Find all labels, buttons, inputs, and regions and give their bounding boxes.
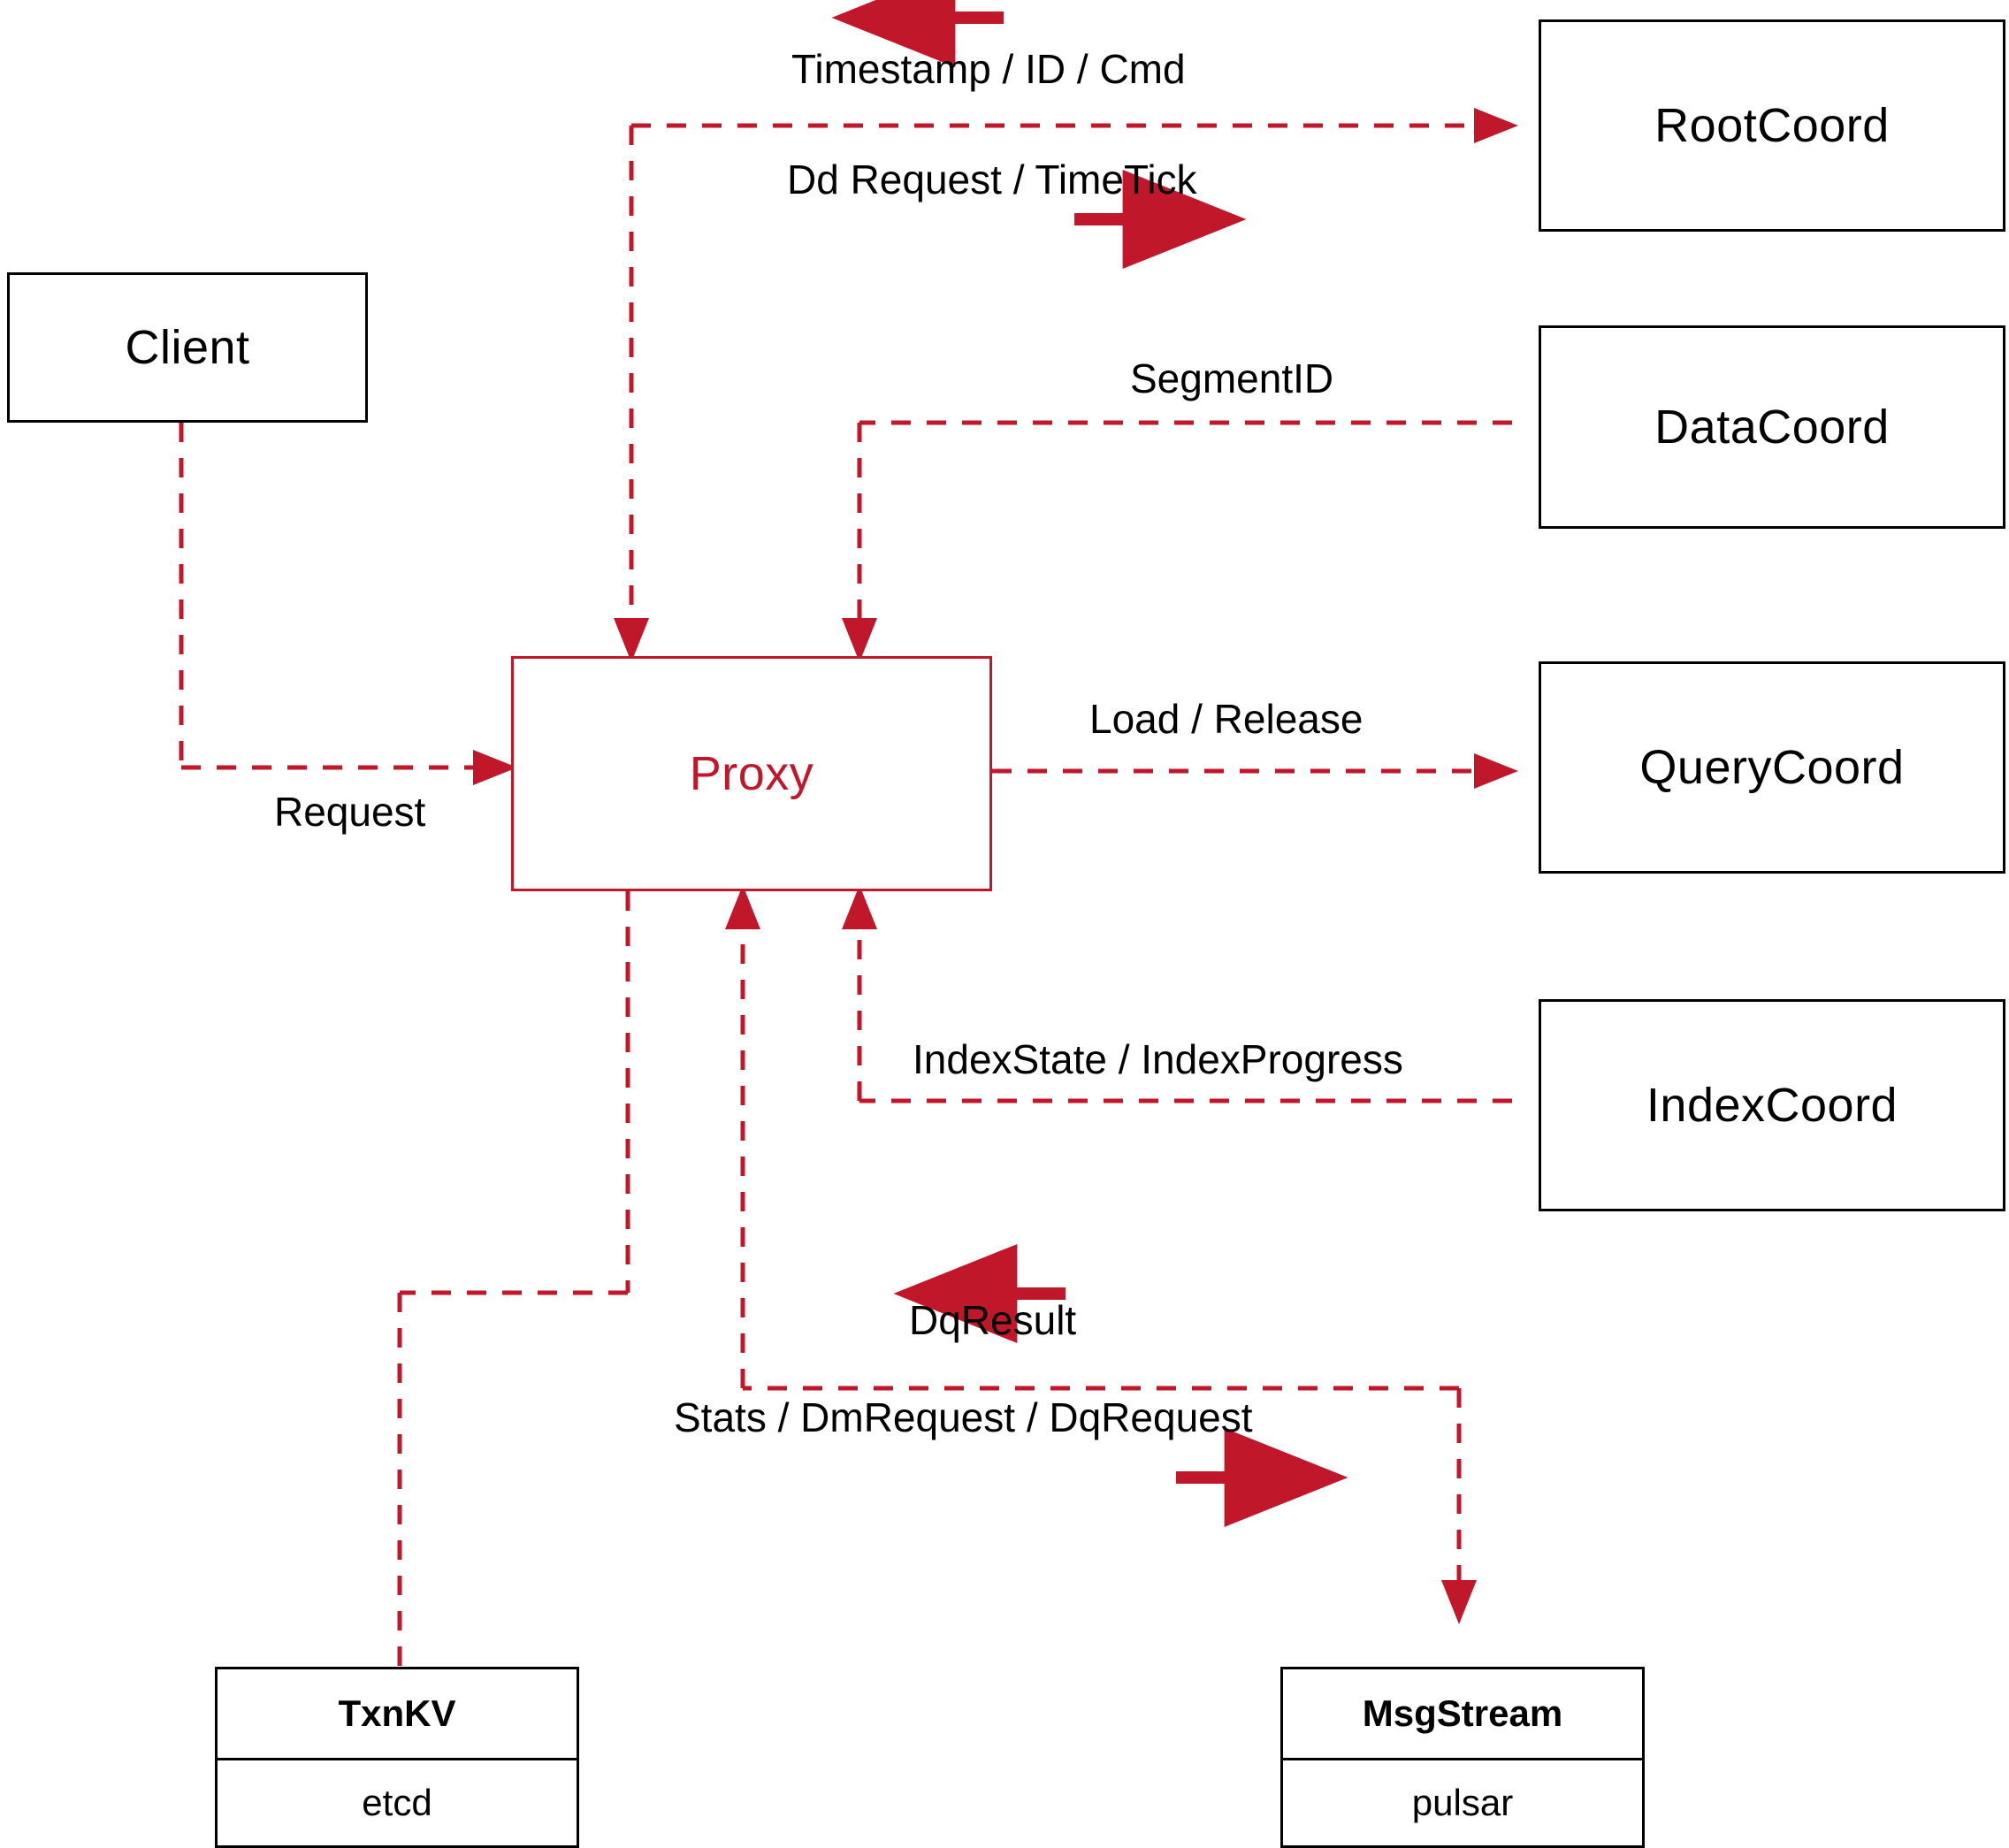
edge-label-stats: Stats / DmRequest / DqRequest [674, 1394, 1253, 1440]
connector-proxy-msgstream [743, 891, 1459, 1618]
node-querycoord[interactable] [1539, 661, 2005, 874]
store-msgstream-body: pulsar [1411, 1781, 1514, 1823]
connector-proxy-to-rootcoord [631, 126, 1512, 654]
edge-label-segmentid: SegmentID [1130, 355, 1334, 401]
edge-label-timestamp: Timestamp / ID / Cmd [791, 46, 1186, 92]
store-msgstream-title: MsgStream [1283, 1669, 1642, 1760]
connector-datacoord-to-proxy [859, 423, 1512, 656]
node-indexcoord[interactable] [1539, 999, 2005, 1211]
store-txnkv-body: etcd [362, 1781, 432, 1823]
connector-proxy-to-txnkv [400, 891, 628, 1667]
node-proxy-label: Proxy [689, 747, 814, 800]
connector-client-to-proxy [181, 423, 511, 767]
node-datacoord[interactable] [1539, 325, 2005, 529]
node-indexcoord-label: IndexCoord [1646, 1079, 1898, 1132]
node-rootcoord[interactable] [1539, 19, 2005, 232]
store-msgstream[interactable] [1280, 1667, 1645, 1848]
edge-label-indexstate: IndexState / IndexProgress [913, 1036, 1403, 1082]
store-txnkv-title: TxnKV [218, 1669, 577, 1760]
node-querycoord-label: QueryCoord [1639, 741, 1905, 794]
node-client-label: Client [125, 321, 250, 374]
edge-label-request: Request [274, 789, 426, 835]
node-rootcoord-label: RootCoord [1654, 99, 1890, 152]
edge-label-load-release: Load / Release [1089, 696, 1364, 742]
store-txnkv[interactable] [215, 1667, 579, 1848]
node-proxy[interactable] [511, 656, 992, 891]
node-datacoord-label: DataCoord [1654, 401, 1890, 454]
edge-label-dd-request: Dd Request / TimeTick [787, 157, 1197, 202]
edge-label-dqresult: DqResult [909, 1297, 1077, 1343]
node-client[interactable] [7, 272, 368, 423]
